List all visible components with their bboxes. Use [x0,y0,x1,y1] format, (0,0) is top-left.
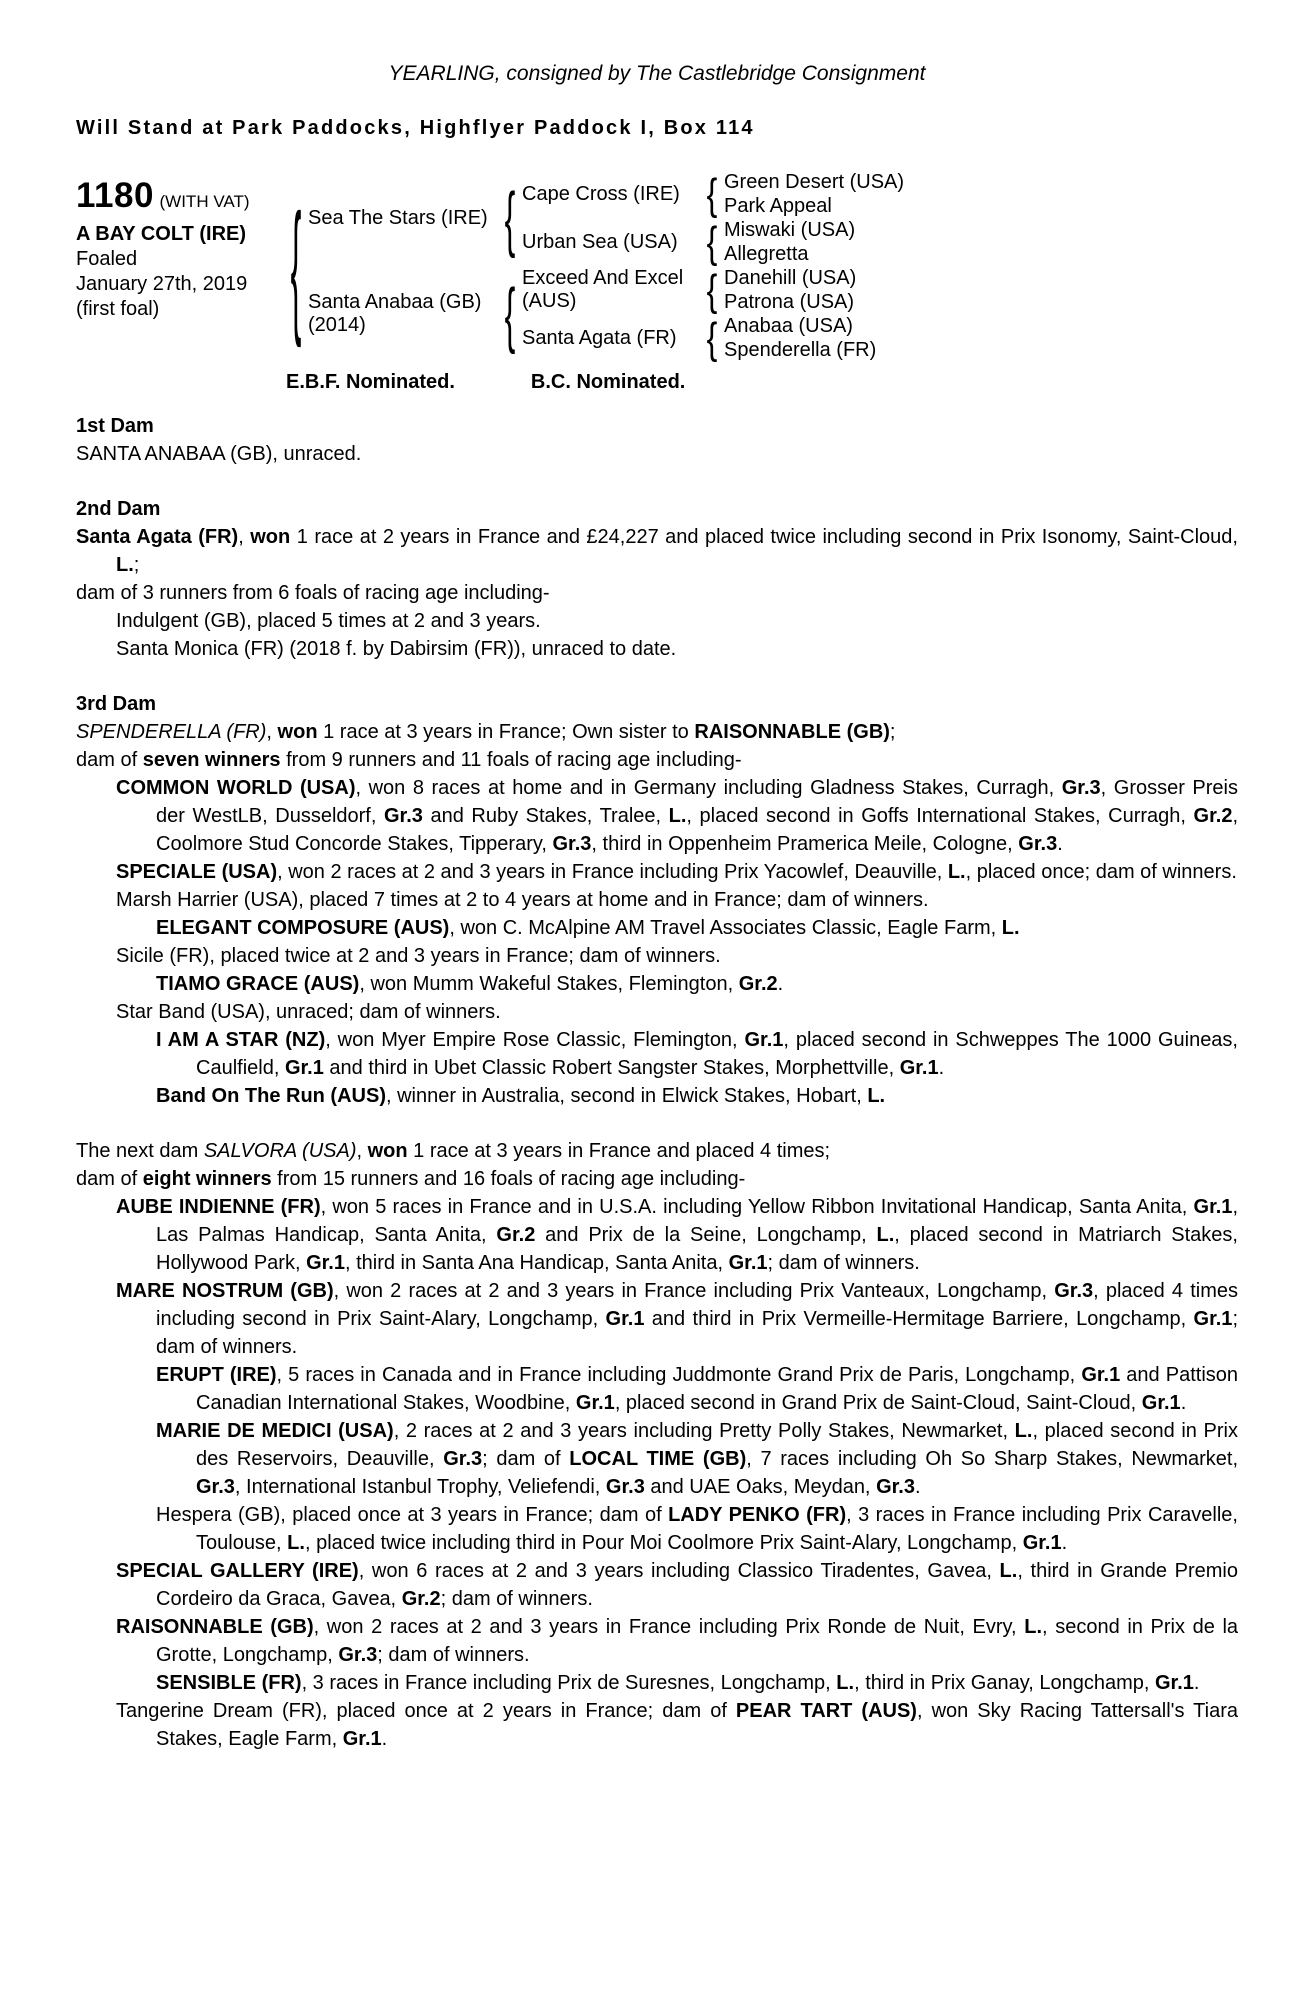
text-segment: . [381,1728,388,1750]
great-grandsire-name: Anabaa (USA) [724,315,853,337]
lot-line [76,176,284,216]
brace-icon: { [706,217,718,267]
sire-name [308,170,498,266]
pedigree-paragraph [76,1613,1238,1669]
pedigree-paragraph [76,1669,1238,1697]
great-granddam-name: Patrona (USA) [724,291,855,313]
text-segment: Gr.3 [1018,833,1058,855]
foal-note: (first foal) [76,298,160,320]
text-segment: seven winners [142,749,281,771]
dam-sire-parents [724,266,1238,314]
pedigree-block [76,170,1238,362]
dam-heading: 2nd Dam [76,498,161,520]
text-segment: Gr.1 [1193,1308,1233,1330]
text-segment: , won Myer Empire Rose Classic, Flemington, [325,1029,745,1051]
text-segment: SANTA ANABAA (GB), unraced. [76,443,362,465]
bc-nominated-label: B.C. Nominated. [530,371,686,393]
text-segment: ; dam of winners. [440,1588,593,1610]
text-segment: 1 race at 3 years in France; Own sister to [317,721,695,743]
text-segment: , placed second in Grand Prix de Saint-Cloud, Saint-Cloud, [614,1392,1142,1414]
text-segment: , International Istanbul Trophy, Veliefendi, [234,1476,606,1498]
text-segment: MARIE DE MEDICI (USA) [156,1420,394,1442]
text-segment: Gr.2 [401,1588,441,1610]
sire-dam-name [522,218,700,266]
text-segment: Gr.3 [876,1476,915,1498]
text-segment: , 3 races in France including Prix de Suresnes, Longchamp, [301,1672,837,1694]
text-segment: L. [1001,917,1020,939]
brace-icon: { [706,169,718,219]
text-segment: ; dam of winners. [156,1308,1238,1358]
text-segment: won [367,1140,408,1162]
great-grandsire-name: Green Desert (USA) [724,171,905,193]
text-segment: SPENDERELLA (FR) [76,721,267,743]
text-segment: , 5 races in Canada and in France including Juddmonte Grand Prix de Paris, Longchamp, [276,1364,1082,1386]
sire-dam-name-text: Urban Sea (USA) [522,230,678,253]
text-segment: and UAE Oaks, Meydan, [644,1476,877,1498]
text-segment: ; [889,721,896,743]
pedigree-paragraph [76,440,1238,468]
brace-icon: { [504,273,516,355]
dam-heading: 3rd Dam [76,693,157,715]
text-segment: , won 5 races in France and in U.S.A. including Yellow Ribbon Invitational Handicap, Santa Anita, [320,1196,1194,1218]
text-segment: and Prix de la Seine, Longchamp, [535,1224,877,1246]
pedigree-paragraph [76,718,1238,746]
pedigree-paragraph [76,886,1238,914]
brace-icon: { [290,183,302,349]
text-segment: Gr.1 [728,1252,768,1274]
brace-icon: { [706,265,718,315]
text-segment: , placed second in Schweppes The 1000 Guineas, Caulfield, [196,1029,1238,1079]
pedigree-paragraph [76,1193,1238,1277]
text-segment: , 7 races including Oh So Sharp Stakes, Newmarket, [746,1448,1239,1470]
text-segment: L. [116,554,134,576]
pedigree-paragraph [76,1361,1238,1417]
text-segment: , third in Santa Ana Handicap, Santa Anita, [344,1252,729,1274]
great-granddam-name: Spenderella (FR) [724,339,877,361]
text-segment: Sicile (FR), placed twice at 2 and 3 years in France; dam of winners. [116,945,721,967]
generation-1 [308,170,1238,362]
pedigree-paragraph [76,635,1238,663]
text-segment: , placed 4 times including second in Prix Saint-Alary, Longchamp, [156,1280,1238,1330]
pedigree-paragraph [76,942,1238,970]
text-segment: . [1057,833,1063,855]
text-segment: , Grosser Preis der WestLB, Dusseldorf, [156,777,1238,827]
pedigree-paragraph [76,1557,1238,1613]
dam-sire-name-text: Exceed And Excel [522,267,684,289]
text-segment: eight winners [142,1168,272,1190]
dam-heading: 1st Dam [76,415,154,437]
text-segment: L. [867,1085,886,1107]
text-segment: Gr.1 [899,1057,939,1079]
dam-year-text: (2014) [308,314,366,336]
pedigree-paragraph [76,998,1238,1026]
dam-sire-name [522,266,700,314]
text-segment: . [1193,1672,1200,1694]
text-segment: AUBE INDIENNE (FR) [116,1196,321,1218]
text-segment: , won 8 races at home and in Germany including Gladness Stakes, Curragh, [355,777,1062,799]
colt-description: A BAY COLT (IRE) [76,223,247,245]
pedigree-paragraph [76,1697,1238,1753]
text-segment: , winner in Australia, second in Elwick Stakes, Hobart, [385,1085,868,1107]
text-segment: The next dam [76,1140,204,1162]
dam-dam-group [522,314,1238,362]
text-segment: , won Mumm Wakeful Stakes, Flemington, [359,973,739,995]
text-segment: , [356,1140,368,1162]
pedigree-paragraph [76,579,1238,607]
pedigree-paragraph [76,523,1238,579]
pedigree-paragraph [76,746,1238,774]
text-segment: Band On The Run (AUS) [156,1085,386,1107]
text-segment: PEAR TART (AUS) [735,1700,917,1722]
text-segment: SPECIAL GALLERY (IRE) [116,1560,359,1582]
text-segment: SALVORA (USA) [203,1140,357,1162]
great-granddam-name: Park Appeal [724,195,832,217]
consignor-line: YEARLING, consigned by The Castlebridge Consignment [388,62,926,85]
text-segment: , Coolmore Stud Concorde Stakes, Tipperary, [156,805,1239,855]
text-segment: Santa Monica (FR) (2018 f. by Dabirsim (FR)), unraced to date. [116,638,677,660]
sire-sire-name [522,170,700,218]
text-segment: L. [287,1532,305,1554]
text-segment: Hespera (GB), placed once at 3 years in France; dam of [156,1504,669,1526]
dam-dam-name [522,314,700,362]
sire-sire-group [522,170,1238,218]
text-segment: Gr.3 [443,1448,483,1470]
pedigree-paragraph [76,1417,1238,1501]
lot-vat-note: (WITH VAT) [159,192,250,211]
text-segment: ; dam of winners. [377,1644,530,1666]
text-segment: Gr.1 [1193,1196,1233,1218]
text-segment: , placed second in Prix des Reservoirs, Deauville, [196,1420,1238,1470]
sire-group [308,170,1238,266]
text-segment: RAISONNABLE (GB) [116,1616,314,1638]
text-segment: Gr.1 [1022,1532,1062,1554]
text-segment: , third in Oppenheim Pramerica Meile, Cologne, [591,833,1019,855]
sire-parents [522,170,1238,266]
text-segment: L. [1024,1616,1043,1638]
pedigree-paragraph [76,914,1238,942]
ebf-nominated-label: E.B.F. Nominated. [286,371,455,393]
dam-dam-parents [724,314,1238,362]
text-segment: won [250,526,291,548]
text-segment: , 2 races at 2 and 3 years including Pretty Polly Stakes, Newmarket, [393,1420,1015,1442]
pedigree-paragraph [76,607,1238,635]
text-segment: , won 6 races at 2 and 3 years including Classico Tiradentes, Gavea, [358,1560,1000,1582]
text-segment: COMMON WORLD (USA) [116,777,356,799]
stand-location-line: Will Stand at Park Paddocks, Highflyer Paddock I, Box 114 [76,117,755,139]
text-segment: , [238,526,251,548]
text-segment: Gr.2 [496,1224,536,1246]
text-segment: , won 2 races at 2 and 3 years in France including Prix Ronde de Nuit, Evry, [313,1616,1025,1638]
pedigree-paragraph [76,774,1238,858]
foaled-label: Foaled [76,248,138,270]
text-segment: MARE NOSTRUM (GB) [116,1280,334,1302]
text-segment: LOCAL TIME (GB) [569,1448,747,1470]
text-segment: ; dam of [482,1448,570,1470]
text-segment: from 15 runners and 16 foals of racing age including- [271,1168,746,1190]
dam-name-text: Santa Anabaa (GB) [308,291,482,313]
great-granddam-name: Allegretta [724,243,809,265]
text-segment: , third in Prix Ganay, Longchamp, [854,1672,1155,1694]
text-segment: L. [836,1672,855,1694]
pedigree-record [76,412,1238,1753]
text-segment: Tangerine Dream (FR), placed once at 2 years in France; dam of [116,1700,736,1722]
text-segment: Gr.3 [196,1476,235,1498]
text-segment: , won Sky Racing Tattersall's Tiara Stakes, Eagle Farm, [156,1700,1238,1750]
text-segment: ; dam of winners. [767,1252,920,1274]
text-segment: Marsh Harrier (USA), placed 7 times at 2 to 4 years at home and in France; dam of winners. [116,889,929,911]
text-segment: , [266,721,278,743]
pedigree-paragraph [76,1277,1238,1361]
sire-dam-group [522,218,1238,266]
lot-info [76,170,284,362]
text-segment: RAISONNABLE (GB) [694,721,890,743]
text-segment: ERUPT (IRE) [156,1364,277,1386]
sire-sire-parents [724,170,1238,218]
text-segment: , placed second in Goffs International Stakes, Curragh, [686,805,1194,827]
dam-sire-suffix-text: (AUS) [522,290,577,312]
pedigree-paragraph [76,1501,1238,1557]
text-segment: , 3 races in France including Prix Caravelle, Toulouse, [196,1504,1238,1554]
pedigree-paragraph [76,1165,1238,1193]
text-segment: dam of 3 runners from 6 foals of racing age including- [76,582,550,604]
text-segment: ELEGANT COMPOSURE (AUS) [156,917,450,939]
text-segment: Gr.1 [306,1252,345,1274]
dam-name [308,266,498,362]
sire-dam-parents [724,218,1238,266]
text-segment: and third in Ubet Classic Robert Sangster Stakes, Morphettville, [323,1057,900,1079]
text-segment: L. [876,1224,895,1246]
text-segment: dam of [76,749,143,771]
text-segment: Gr.3 [552,833,592,855]
brace-icon: { [706,313,718,363]
dam-group [308,266,1238,362]
text-segment: Gr.1 [1081,1364,1121,1386]
text-segment: ; [133,554,140,576]
text-segment: Gr.2 [1193,805,1233,827]
text-segment: Gr.1 [342,1728,382,1750]
text-segment: Gr.1 [1141,1392,1181,1414]
pedigree-paragraph [76,1137,1238,1165]
text-segment: 1 race at 2 years in France and £24,227 and placed twice including second in Prix Isonomy, Saint-Cloud, [290,526,1238,548]
dam-sire-group [522,266,1238,314]
foaled-date: January 27th, 2019 [76,273,248,295]
text-segment: , placed second in Matriarch Stakes, Hollywood Park, [156,1224,1238,1274]
text-segment: . [1180,1392,1187,1414]
text-segment: and Pattison Canadian International Stakes, Woodbine, [196,1364,1239,1414]
text-segment: , won 2 races at 2 and 3 years in France including Prix Vanteaux, Longchamp, [333,1280,1055,1302]
text-segment: . [1061,1532,1068,1554]
brace-icon: { [504,177,516,259]
text-segment: , placed once; dam of winners. [965,861,1237,883]
text-segment: SPECIALE (USA) [116,861,278,883]
text-segment: TIAMO GRACE (AUS) [156,973,360,995]
text-segment: Santa Agata (FR) [76,526,239,548]
text-segment: Star Band (USA), unraced; dam of winners. [116,1001,501,1023]
great-grandsire-name: Danehill (USA) [724,267,857,289]
text-segment: . [777,973,784,995]
lot-number: 1180 [76,176,154,215]
sire-sire-name-text: Cape Cross (IRE) [522,182,680,205]
text-segment: , Las Palmas Handicap, Santa Anita, [156,1196,1238,1246]
text-segment: Gr.3 [605,1476,645,1498]
text-segment: Gr.3 [338,1644,378,1666]
text-segment: L. [1014,1420,1033,1442]
pedigree-paragraph [76,858,1238,886]
text-segment: from 9 runners and 11 foals of racing age including- [280,749,742,771]
dam-dam-name-text: Santa Agata (FR) [522,326,677,349]
text-segment: L. [668,805,687,827]
text-segment: LADY PENKO (FR) [668,1504,847,1526]
text-segment: , won C. McAlpine AM Travel Associates Classic, Eagle Farm, [449,917,1002,939]
text-segment: Indulgent (GB), placed 5 times at 2 and 3 years. [116,610,541,632]
text-segment: , second in Prix de la Grotte, Longchamp, [156,1616,1239,1666]
text-segment: Gr.1 [575,1392,615,1414]
text-segment: L. [999,1560,1018,1582]
dam-parents [522,266,1238,362]
text-segment: Gr.1 [284,1057,324,1079]
text-segment: , placed twice including third in Pour Moi Coolmore Prix Saint-Alary, Longchamp, [304,1532,1023,1554]
pedigree-tree [284,170,1238,362]
text-segment: and Ruby Stakes, Tralee, [422,805,669,827]
text-segment: . [938,1057,945,1079]
text-segment: dam of [76,1168,143,1190]
great-grandsire-name: Miswaki (USA) [724,219,856,241]
text-segment: Gr.3 [1054,1280,1094,1302]
text-segment: . [914,1476,921,1498]
text-segment: won [277,721,318,743]
text-segment: SENSIBLE (FR) [156,1672,302,1694]
text-segment: Gr.1 [744,1029,784,1051]
text-segment: , won 2 races at 2 and 3 years in France including Prix Yacowlef, Deauville, [277,861,948,883]
text-segment: and third in Prix Vermeille-Hermitage Barriere, Longchamp, [644,1308,1194,1330]
pedigree-paragraph [76,970,1238,998]
text-segment: , third in Grande Premio Cordeiro da Graca, Gavea, [156,1560,1238,1610]
pedigree-paragraph [76,1026,1238,1082]
pedigree-paragraph [76,1082,1238,1110]
text-segment: Gr.1 [1154,1672,1194,1694]
text-segment: I AM A STAR (NZ) [156,1029,326,1051]
nominations-row [76,368,1238,396]
text-segment: Gr.3 [1061,777,1101,799]
text-segment: Gr.2 [738,973,778,995]
text-segment: 1 race at 3 years in France and placed 4 times; [407,1140,831,1162]
text-segment: Gr.3 [383,805,423,827]
text-segment: L. [947,861,966,883]
text-segment: Gr.1 [605,1308,645,1330]
sire-name-text: Sea The Stars (IRE) [308,206,488,229]
